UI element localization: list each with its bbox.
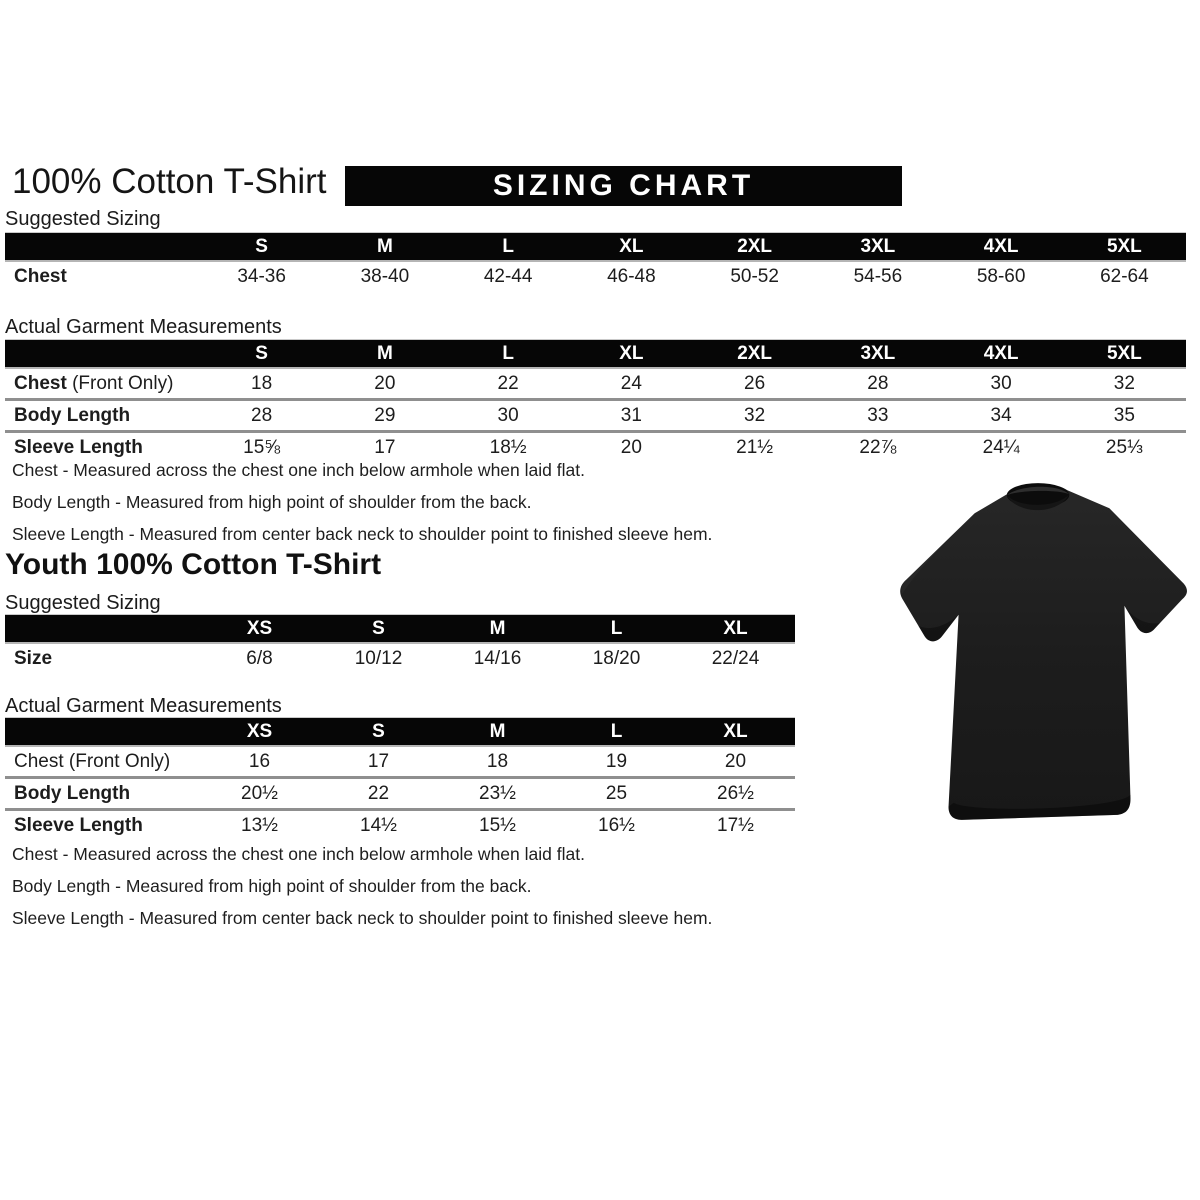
- table-cell: 21½: [736, 437, 774, 458]
- table-cell: 17½: [717, 815, 754, 836]
- youth-actual-header-row: [5, 717, 795, 747]
- table-cell: 20: [724, 751, 747, 772]
- youth-actual-table: [5, 717, 795, 840]
- sizing-chart-banner-text: SIZING CHART: [492, 169, 755, 202]
- table-cell: 33: [867, 405, 889, 426]
- row-label: Sleeve Length: [14, 815, 143, 836]
- row-label: Sleeve Length: [14, 437, 143, 458]
- note-line: Body Length - Measured from high point of shoulder from the back.: [12, 492, 532, 512]
- column-header: 5XL: [1106, 236, 1142, 257]
- table-cell: 42-44: [483, 266, 533, 287]
- tshirt-photo: [878, 463, 1200, 845]
- column-header: 4XL: [983, 343, 1019, 364]
- column-header: XL: [723, 618, 748, 639]
- table-cell: 16: [248, 751, 271, 772]
- table-cell: 25⅓: [1105, 437, 1143, 458]
- column-header: 2XL: [737, 343, 773, 364]
- row-label: Size: [14, 648, 53, 669]
- table-cell: 13½: [241, 815, 278, 836]
- column-header: S: [372, 618, 385, 639]
- column-header: S: [372, 721, 385, 742]
- column-header: XL: [723, 721, 748, 742]
- table-cell: 15½: [479, 815, 516, 836]
- table-cell: 14/16: [473, 648, 522, 669]
- adult-actual-measurements-label: Actual Garment Measurements: [5, 316, 282, 338]
- table-cell: 26½: [717, 783, 754, 804]
- youth-suggested-header-row: [5, 614, 795, 644]
- table-cell: 34-36: [237, 266, 286, 287]
- table-cell: 38-40: [360, 266, 410, 287]
- table-cell: 17: [367, 751, 390, 772]
- table-cell: 18: [486, 751, 509, 772]
- table-cell: 20: [620, 437, 642, 458]
- table-cell: 22: [367, 783, 390, 804]
- column-header: 3XL: [860, 343, 896, 364]
- row-label: Chest (Front Only): [14, 373, 174, 394]
- table-row: [5, 644, 795, 673]
- note-line: Sleeve Length - Measured from center back neck to shoulder point to finished sleeve hem.: [12, 524, 713, 544]
- table-cell: 30: [990, 373, 1012, 394]
- column-header: 4XL: [983, 236, 1019, 257]
- adult-suggested-sizing-label: Suggested Sizing: [5, 208, 161, 230]
- table-cell: 20: [374, 373, 396, 394]
- youth-suggested-sizing-label: Suggested Sizing: [5, 592, 161, 614]
- table-row: [5, 430, 1186, 462]
- header-spacer: [5, 233, 200, 260]
- table-cell: 25: [605, 783, 628, 804]
- sizing-chart-banner: [345, 166, 902, 206]
- row-label: Chest: [14, 266, 67, 287]
- table-cell: 28: [867, 373, 889, 394]
- note-line: Chest - Measured across the chest one inch below armhole when laid flat.: [12, 844, 585, 864]
- youth-measurement-notes: [12, 844, 832, 940]
- column-header: M: [376, 343, 393, 364]
- table-cell: 30: [497, 405, 519, 426]
- table-cell: 18/20: [592, 648, 641, 669]
- column-header: L: [502, 343, 514, 364]
- table-cell: 28: [251, 405, 273, 426]
- note-line: Body Length - Measured from high point of shoulder from the back.: [12, 876, 532, 896]
- table-cell: 32: [744, 405, 766, 426]
- column-header: L: [610, 721, 623, 742]
- column-header: L: [502, 236, 514, 257]
- column-header: XL: [619, 343, 644, 364]
- note-line: Chest - Measured across the chest one inch below armhole when laid flat.: [12, 460, 585, 480]
- table-cell: 14½: [360, 815, 397, 836]
- table-cell: 46-48: [607, 266, 656, 287]
- table-cell: 32: [1113, 373, 1135, 394]
- header-spacer: [5, 615, 200, 642]
- adult-suggested-header-row: [5, 232, 1186, 262]
- adult-suggested-table: [5, 232, 1186, 291]
- page-title: 100% Cotton T-Shirt: [12, 162, 327, 201]
- table-cell: 22⅞: [859, 437, 897, 458]
- table-row: [5, 262, 1186, 291]
- column-header: L: [610, 618, 623, 639]
- table-cell: 26: [744, 373, 766, 394]
- table-cell: 31: [620, 405, 642, 426]
- column-header: XS: [246, 721, 273, 742]
- column-header: M: [489, 721, 506, 742]
- table-cell: 54-56: [853, 266, 903, 287]
- table-row: [5, 747, 795, 776]
- tshirt-illustration: [878, 463, 1200, 845]
- column-header: 2XL: [737, 236, 773, 257]
- column-header: XS: [246, 618, 273, 639]
- table-cell: 24¼: [982, 437, 1020, 458]
- table-cell: 50-52: [730, 266, 779, 287]
- table-cell: 62-64: [1100, 266, 1149, 287]
- header-spacer: [5, 340, 200, 367]
- table-cell: 22/24: [711, 648, 760, 669]
- header-spacer: [5, 718, 200, 745]
- table-cell: 23½: [479, 783, 516, 804]
- youth-section-title: Youth 100% Cotton T-Shirt: [5, 548, 382, 581]
- table-cell: 10/12: [354, 648, 403, 669]
- note-line: Sleeve Length - Measured from center back neck to shoulder point to finished sleeve hem.: [12, 908, 713, 928]
- column-header: XL: [619, 236, 644, 257]
- table-cell: 6/8: [246, 648, 273, 669]
- adult-measurement-notes: [12, 460, 832, 556]
- table-cell: 18½: [489, 437, 527, 458]
- table-row: [5, 369, 1186, 398]
- column-header: S: [255, 236, 268, 257]
- column-header: 5XL: [1106, 343, 1142, 364]
- table-cell: 29: [374, 405, 396, 426]
- table-cell: 20½: [241, 783, 278, 804]
- column-header: M: [376, 236, 393, 257]
- youth-suggested-table: [5, 614, 795, 673]
- table-cell: 19: [605, 751, 628, 772]
- row-label: Body Length: [14, 783, 131, 804]
- table-cell: 22: [497, 373, 519, 394]
- table-row: [5, 776, 795, 808]
- table-cell: 15⅝: [243, 437, 281, 458]
- youth-actual-measurements-label: Actual Garment Measurements: [5, 695, 282, 717]
- row-label: Body Length: [14, 405, 131, 426]
- table-cell: 58-60: [976, 266, 1026, 287]
- adult-actual-header-row: [5, 339, 1186, 369]
- table-cell: 34: [990, 405, 1012, 426]
- table-row: [5, 808, 795, 840]
- column-header: 3XL: [860, 236, 896, 257]
- table-cell: 24: [620, 373, 642, 394]
- table-cell: 35: [1113, 405, 1135, 426]
- table-cell: 17: [374, 437, 396, 458]
- column-header: M: [489, 618, 506, 639]
- table-cell: 16½: [598, 815, 635, 836]
- column-header: S: [255, 343, 268, 364]
- row-label: Chest (Front Only): [14, 751, 171, 772]
- table-cell: 18: [251, 373, 273, 394]
- table-row: [5, 398, 1186, 430]
- adult-actual-table: [5, 339, 1186, 462]
